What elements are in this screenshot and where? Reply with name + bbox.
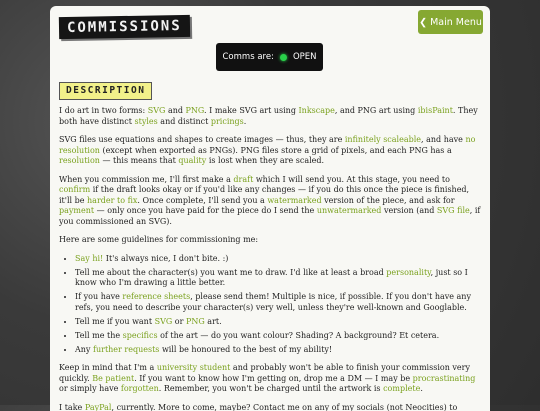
description-content — [59, 106, 483, 411]
text: . They both have distinct — [59, 106, 478, 126]
highlight-watermarked: watermarked — [267, 196, 321, 205]
list-item — [75, 292, 483, 313]
text: If you have — [75, 292, 122, 301]
main-menu-button[interactable] — [418, 10, 483, 34]
text: (except when exported as PNGs). PNG files store a grid of pixels, and each PNG has a — [100, 146, 452, 155]
status-value: OPEN — [293, 52, 317, 62]
text: and distinct — [158, 117, 211, 126]
paragraph-payment — [59, 403, 483, 411]
text: — only once you have paid for the piece do I send the — [94, 206, 317, 215]
text: version (and — [381, 206, 437, 215]
text: , please send them! Multiple is nice, if possible. If you don't have any refs, you need to describe your character(s) very well, unless they're well-known and Googlable. — [75, 292, 471, 312]
text: Tell me if you want — [75, 317, 155, 326]
link-paypal[interactable]: PayPal — [85, 403, 112, 411]
text: It's always nice, I don't bite. :) — [103, 254, 228, 263]
text: Tell me the — [75, 331, 123, 340]
text: . If you want to know how I'm getting on, drop me a DM — I may be — [134, 374, 412, 383]
text: version of the piece, and ask for — [322, 196, 455, 205]
paragraph-process — [59, 175, 483, 228]
text: or — [172, 317, 186, 326]
highlight-unwatermarked: unwatermarked — [317, 206, 382, 215]
status-indicator-icon — [280, 54, 287, 61]
text: , and PNG art using — [335, 106, 418, 115]
text: I do art in two forms: — [59, 106, 148, 115]
text: SVG files use equations and shapes to create images — thus, they are — [59, 135, 345, 144]
highlight-svg: SVG — [155, 317, 173, 326]
highlight-say-hi: Say hi! — [75, 254, 103, 263]
highlight-further-requests: further requests — [93, 345, 159, 354]
highlight-procrastinating: procrastinating — [413, 374, 476, 383]
text: Keep in mind that I'm a — [59, 363, 157, 372]
link-ibispaint[interactable]: ibisPaint — [418, 106, 453, 115]
list-item — [75, 317, 483, 328]
highlight-payment: payment — [59, 206, 94, 215]
text: will be honoured to the best of my ability! — [159, 345, 332, 354]
text: . I make SVG art using — [204, 106, 298, 115]
paragraph-guidelines-intro: Here are some guidelines for commissioning me: — [59, 235, 483, 246]
text: Any — [75, 345, 93, 354]
highlight-harder-to-fix: harder to fix — [87, 196, 137, 205]
highlight-confirm: confirm — [59, 185, 90, 194]
text: , and have — [421, 135, 465, 144]
main-panel — [50, 6, 490, 411]
page-title: COMMISSIONS — [59, 15, 190, 39]
highlight-be-patient: Be patient — [92, 374, 134, 383]
guidelines-list — [59, 254, 483, 356]
text: or simply have — [59, 384, 121, 393]
text: , if you commissioned an SVG). — [59, 206, 480, 226]
text: and probably won't be able to finish your commission very quickly. — [59, 363, 470, 383]
commission-status-box — [216, 43, 323, 71]
link-pricings[interactable]: pricings — [211, 117, 244, 126]
text: . — [420, 384, 423, 393]
text: . — [244, 117, 247, 126]
list-item — [75, 268, 483, 289]
text: I take — [59, 403, 85, 411]
paragraph-formats — [59, 135, 483, 167]
highlight-scaleable: infinitely scaleable — [345, 135, 421, 144]
highlight-resolution: resolution — [59, 156, 100, 165]
link-styles[interactable]: styles — [135, 117, 158, 126]
highlight-svg: SVG — [148, 106, 166, 115]
highlight-no-resolution: no resolution — [59, 135, 475, 155]
highlight-forgotten: forgotten — [121, 384, 159, 393]
paragraph-student-note — [59, 363, 483, 395]
highlight-personality: personality — [386, 268, 430, 277]
text: When you commission me, I'll first make a — [59, 175, 233, 184]
paragraph-forms — [59, 106, 483, 127]
list-item — [75, 331, 483, 342]
highlight-reference-sheets: reference sheets — [122, 292, 190, 301]
highlight-png: PNG — [186, 317, 205, 326]
text: , currently. More to come, maybe? Contact me on any of my socials (not Neocities) to — [111, 403, 457, 411]
main-menu-label: Main Menu — [430, 17, 482, 28]
text: if the draft looks okay or if you'd like any changes — if you do this once the piece is finished, it'll be — [59, 185, 469, 205]
text: which I will send you. At this stage, you need to — [253, 175, 450, 184]
highlight-draft: draft — [233, 175, 253, 184]
section-heading-description: DESCRIPTION — [59, 82, 152, 100]
highlight-svg-file: SVG file — [437, 206, 470, 215]
chevron-left-icon: ❮ — [419, 17, 427, 28]
status-label: Comms are: — [223, 52, 274, 62]
highlight-png: PNG — [186, 106, 205, 115]
list-item — [75, 254, 483, 265]
highlight-quality: quality — [178, 156, 206, 165]
highlight-specifics: specifics — [123, 331, 158, 340]
highlight-complete: complete — [383, 384, 420, 393]
list-item — [75, 345, 483, 356]
link-inkscape[interactable]: Inkscape — [299, 106, 335, 115]
highlight-university-student: university student — [157, 363, 231, 372]
text: . Once complete, I'll send you a — [137, 196, 267, 205]
text: of the art — do you want colour? Shading? A background? Et cetera. — [158, 331, 440, 340]
text: . Remember, you won't be charged until the artwork is — [159, 384, 383, 393]
text: Tell me about the character(s) you want me to draw. I'd like at least a broad — [75, 268, 386, 277]
text: art. — [205, 317, 222, 326]
text: is lost when they are scaled. — [206, 156, 324, 165]
text: , just so I know who I'm drawing a little better. — [75, 268, 468, 288]
text: and — [165, 106, 185, 115]
text: — this means that — [100, 156, 178, 165]
